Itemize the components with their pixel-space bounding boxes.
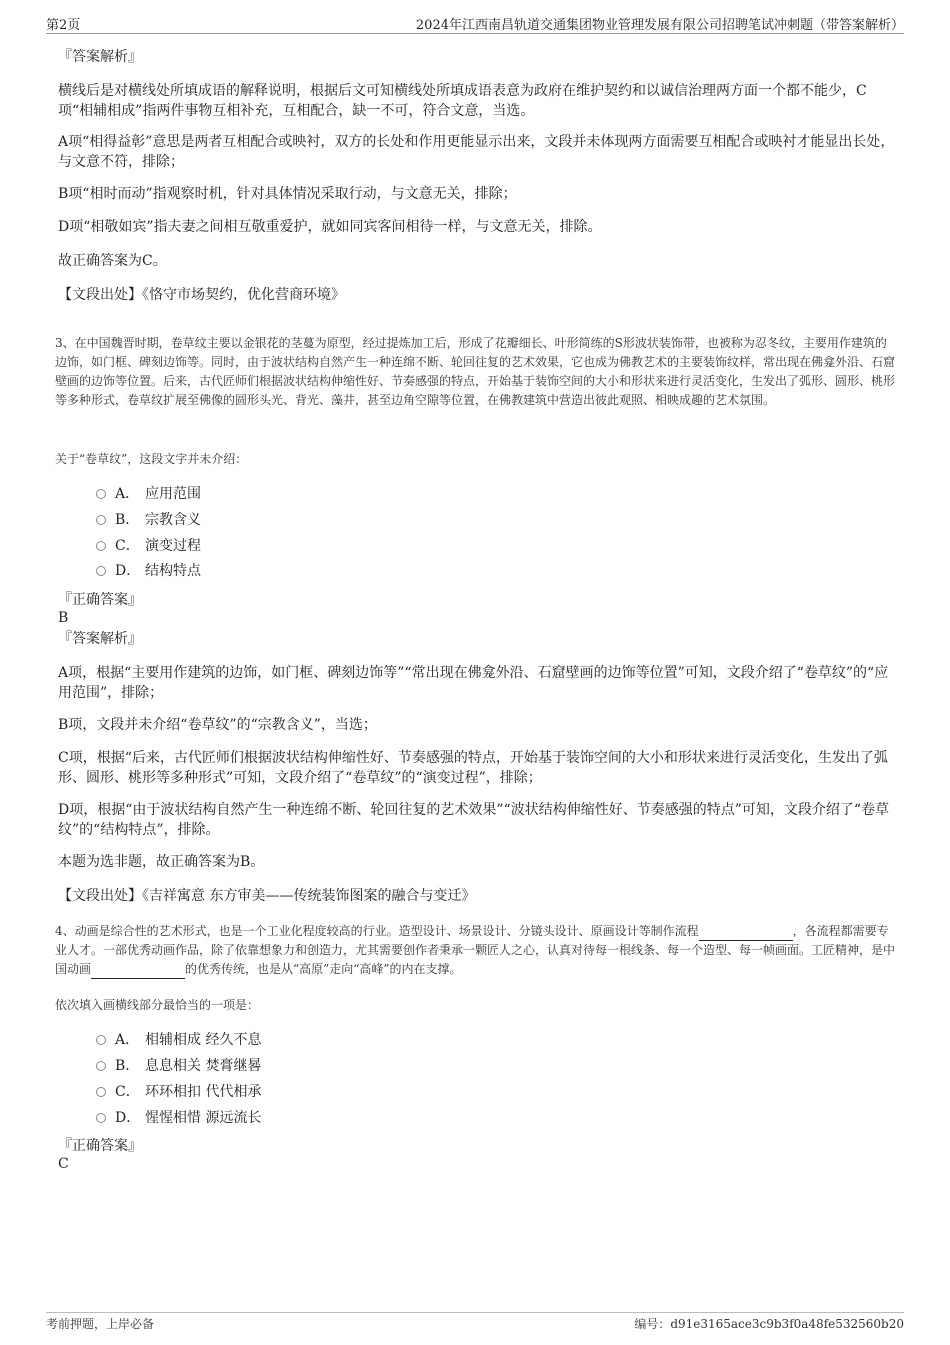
header-divider: [46, 33, 904, 34]
question-prompt: 依次填入画横线部分最恰当的一项是：: [55, 998, 260, 1012]
analysis-option-d: D项，根据“由于波状结构自然产生一种连绵不断、轮回往复的艺术效果”“波状结构伸缩性好、节奏感强的特点”可知，文段介绍了“卷草纹”的“结构特点”，排除。: [58, 802, 890, 838]
option-text: 宗教含义: [145, 512, 201, 528]
page-number: 第2页: [46, 18, 81, 33]
option-letter: C．: [115, 1084, 140, 1100]
footer-divider: [46, 1312, 904, 1313]
option-letter: A．: [115, 486, 140, 502]
analysis-option-b: B项“相时而动”指观察时机，针对具体情况采取行动，与文意无关，排除；: [58, 186, 517, 202]
option-d[interactable]: [96, 1108, 261, 1128]
option-a[interactable]: [96, 1030, 261, 1050]
stem-part-2: ，各流程都需要专业人才。一部优秀动画作品，除了依靠想象力和创造力，尤其需要创作者秉承一颗匠人之心，认真对待每一根线条、每一个造型、每一帧画面。工匠精神，是中国动画: [55, 924, 896, 976]
option-d[interactable]: [96, 561, 201, 581]
radio-icon[interactable]: [96, 541, 106, 551]
radio-icon[interactable]: [96, 1087, 106, 1097]
radio-icon[interactable]: [96, 1035, 106, 1045]
radio-icon[interactable]: [96, 1113, 106, 1123]
option-text: 结构特点: [145, 563, 201, 579]
stem-part-3: 的优秀传统，也是从“高原”走向“高峰”的内在支撑。: [185, 962, 462, 976]
option-text: 演变过程: [145, 538, 201, 554]
analysis-paragraph: 横线后是对横线处所填成语的解释说明，根据后文可知横线处所填成语表意为政府在维护契约和以诚信治理两方面一个都不能少，C项“相辅相成”指两件事物互相补充，互相配合，缺一不可，符合文意，当选。: [58, 83, 867, 119]
source-citation: 【文段出处】《恪守市场契约，优化营商环境》: [58, 287, 345, 303]
correct-answer-value: C: [58, 1156, 69, 1172]
correct-answer-label: 『正确答案』: [58, 1138, 142, 1154]
analysis-option-b: B项，文段并未介绍“卷草纹”的“宗教含义”，当选；: [58, 717, 377, 733]
option-text: 息息相关 焚膏继晷: [145, 1058, 262, 1074]
option-letter: B．: [115, 1058, 140, 1074]
blank-line: [699, 940, 793, 941]
analysis-option-c: C项，根据“后来，古代匠师们根据波状结构伸缩性好、节奏感强的特点，开始基于装饰空间的大小和形状来进行灵活变化，生发出了弧形、圆形、桃形等多种形式”可知，文段介绍了“卷草纹”的“演变过程”，排除；: [58, 750, 888, 786]
footer-slogan: 考前押题，上岸必备: [46, 1317, 155, 1331]
analysis-option-d: D项“相敬如宾”指夫妻之间相互敬重爱护，就如同宾客间相待一样，与文意无关，排除。: [58, 219, 602, 235]
correct-answer-value: B: [58, 610, 69, 626]
radio-icon[interactable]: [96, 515, 106, 525]
option-a[interactable]: [96, 484, 201, 504]
analysis-option-a: A项，根据“主要用作建筑的边饰，如门框、碑刻边饰等”“常出现在佛龛外沿、石窟壁画的边饰等位置”可知，文段介绍了“卷草纹”的“应用范围”，排除；: [58, 665, 889, 701]
document-title: 2024年江西南昌轨道交通集团物业管理发展有限公司招聘笔试冲刺题（带答案解析）: [415, 18, 904, 33]
option-letter: B．: [115, 512, 140, 528]
answer-conclusion: 故正确答案为C。: [58, 253, 167, 269]
option-letter: D．: [115, 563, 141, 579]
analysis-label: 『答案解析』: [58, 631, 142, 647]
radio-icon[interactable]: [96, 566, 106, 576]
correct-answer-label: 『正确答案』: [58, 592, 142, 608]
option-letter: A．: [115, 1032, 140, 1048]
option-b[interactable]: [96, 1056, 261, 1076]
radio-icon[interactable]: [96, 489, 106, 499]
option-b[interactable]: [96, 510, 201, 530]
question-stem: 3、在中国魏晋时期，卷草纹主要以金银花的茎蔓为原型，经过提炼加工后，形成了花瓣细长、叶形简练的S形波状装饰带，也被称为忍冬纹，主要用作建筑的边饰，如门框、碑刻边饰等。同时，由于波状结构自然产生一种连绵不断、轮回往复的艺术效果，它也成为佛教艺术的主要装饰纹样，常出现在佛龛外沿、石窟壁画的边饰等位置。后来，古代匠师们根据波状结构伸缩性好、节奏感强的特点，开始基于装饰空间的大小和形状来进行灵活变化，生发出了弧形、圆形、桃形等多种形式，卷草纹扩展至佛像的圆形头光、背光、藻井，甚至边角空隙等位置，在佛教建筑中营造出彼此观照、相映成趣的艺术氛围。: [55, 336, 896, 407]
answer-conclusion: 本题为选非题，故正确答案为B。: [58, 854, 265, 870]
option-text: 环环相扣 代代相承: [145, 1084, 262, 1100]
analysis-label: 『答案解析』: [58, 49, 142, 65]
option-c[interactable]: [96, 1082, 261, 1102]
question-prompt: 关于“卷草纹”，这段文字并未介绍：: [55, 452, 248, 466]
analysis-option-a: A项“相得益彰”意思是两者互相配合或映衬，双方的长处和作用更能显示出来，文段并未体现两方面需要互相配合或映衬才能显出长处，与文意不符，排除；: [58, 134, 895, 170]
stem-part-1: 4、动画是综合性的艺术形式，也是一个工业化程度较高的行业。造型设计、场景设计、分镜头设计、原画设计等制作流程: [55, 924, 699, 938]
option-c[interactable]: [96, 536, 201, 556]
blank-line: [91, 978, 185, 979]
option-letter: D．: [115, 1110, 141, 1126]
option-letter: C．: [115, 538, 140, 554]
radio-icon[interactable]: [96, 1061, 106, 1071]
question-stem: [55, 922, 895, 979]
option-text: 应用范围: [145, 486, 201, 502]
source-citation: 【文段出处】《吉祥寓意 东方审美——传统装饰图案的融合与变迁》: [58, 888, 476, 904]
option-text: 惺惺相惜 源远流长: [145, 1110, 262, 1126]
document-id: 编号：d91e3165ace3c9b3f0a48fe532560b20: [634, 1317, 904, 1331]
option-text: 相辅相成 经久不息: [145, 1032, 262, 1048]
